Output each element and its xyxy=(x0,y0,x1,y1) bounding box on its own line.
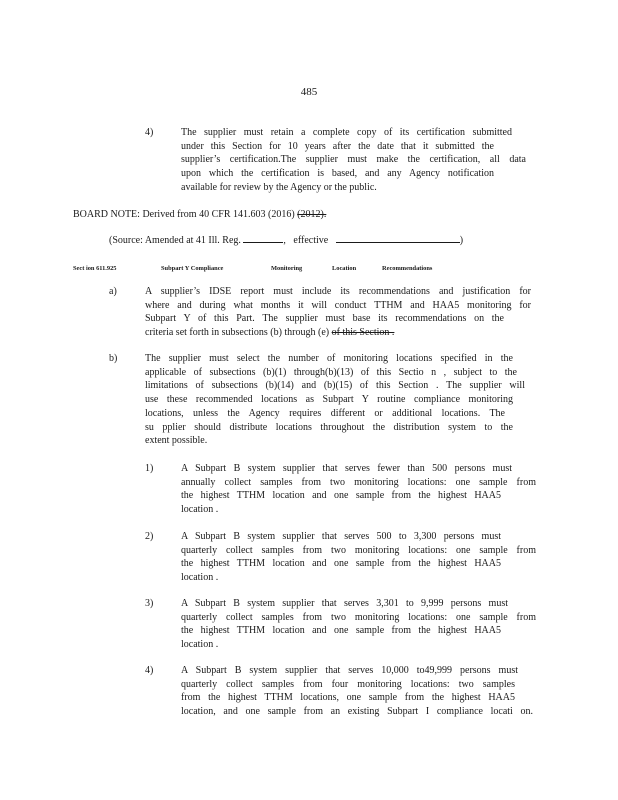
item-line: A Subpart B system supplier that serves fewer than 500 persons must xyxy=(181,463,512,474)
item-marker: 3) xyxy=(145,598,154,609)
item-paragraph xyxy=(181,530,536,585)
source-comma: , xyxy=(283,235,286,246)
item-line: A Subpart B system supplier that serves 500 to 3,300 persons must xyxy=(181,531,501,542)
board-note-text: BOARD NOTE: Derived from 40 CFR 141.603 (2016) xyxy=(73,209,298,220)
item-line: annually collect samples from two monitoring locations: one sample from xyxy=(181,476,536,488)
item-line: quarterly collect samples from four monitoring locations: two samples xyxy=(181,678,515,690)
item-line: the highest TTHM location and one sample from the highest HAA5 xyxy=(181,490,501,502)
item-line: location, and one sample from an existing Subpart I compliance locati on. xyxy=(181,706,533,718)
subsection-a-paragraph xyxy=(145,285,531,340)
subsection-a-last-line xyxy=(145,326,531,340)
subsection-a-marker: a) xyxy=(109,286,117,297)
subsection-b-line: limitations of subsections (b)(14) and (b)(15) of this Section . The supplier will xyxy=(145,380,525,392)
item-line: A Subpart B system supplier that serves 10,000 to49,999 persons must xyxy=(181,665,518,676)
subsection-b-paragraph xyxy=(145,352,525,448)
subsection-a-struck: of this Section . xyxy=(331,327,395,339)
source-line xyxy=(109,233,463,248)
cert-line: upon which the certification is based, and any Agency notification xyxy=(181,168,494,180)
subsection-b-line: su pplier should distribute locations throughout the distribution system to the xyxy=(145,421,513,433)
subsection-b-line: use these recommended locations as Subpart Y routine compliance monitoring xyxy=(145,394,513,406)
cert-line: under this Section for 10 years after the date that it submitted the xyxy=(181,140,494,152)
effective-blank xyxy=(336,233,460,243)
subsection-a-line: Subpart Y of this Part. The supplier must base its recommendations on the xyxy=(145,313,504,325)
subsection-b-marker: b) xyxy=(109,353,118,364)
reg-blank xyxy=(243,233,283,243)
section-recommendations: Recommendations xyxy=(382,265,433,272)
subsection-a-line: A supplier’s IDSE report must include its recommendations and justification for xyxy=(145,286,531,297)
subsection-b-line: extent possible. xyxy=(145,435,208,447)
item-line: the highest TTHM location and one sample from the highest HAA5 xyxy=(181,625,501,637)
subsection-b-line: locations, unless the Agency requires different or additional locations. The xyxy=(145,407,505,419)
subsection-b-line: applicable of subsections (b)(1) through(b)(13) of this Sectio n , subject to the xyxy=(145,366,517,378)
board-note-struck: (2012). xyxy=(297,209,327,220)
subsection-a-last-text: criteria set forth in subsections (b) through (e) xyxy=(145,327,332,339)
item-paragraph xyxy=(181,664,533,719)
item-line: A Subpart B system supplier that serves 3,301 to 9,999 persons must xyxy=(181,598,508,609)
item-marker: 4) xyxy=(145,665,154,676)
item-line: the highest TTHM location and one sample from the highest HAA5 xyxy=(181,558,501,570)
item-line: location . xyxy=(181,504,219,516)
cert-line: The supplier must retain a complete copy of its certification submitted xyxy=(181,127,512,138)
source-prefix: (Source: Amended at 41 Ill. Reg. xyxy=(109,235,241,246)
section-monitoring: Monitoring xyxy=(271,265,303,272)
item-paragraph xyxy=(181,597,536,652)
cert-paragraph xyxy=(181,126,526,195)
section-heading xyxy=(73,262,473,276)
item-line: quarterly collect samples from two monitoring locations: one sample from xyxy=(181,611,536,623)
item-line: quarterly collect samples from two monitoring locations: one sample from xyxy=(181,544,536,556)
subsection-a-line: where and during what months it will conduct TTHM and HAA5 monitoring for xyxy=(145,299,531,311)
cert-line: available for review by the Agency or the public. xyxy=(181,181,377,193)
board-note xyxy=(73,208,326,222)
source-close: ) xyxy=(459,235,464,246)
section-number: Sect ion 611.925 xyxy=(73,265,117,272)
item-line: location . xyxy=(181,572,219,584)
item-marker: 1) xyxy=(145,463,154,474)
item-line: from the highest TTHM locations, one sample from the highest HAA5 xyxy=(181,692,515,704)
section-location: Location xyxy=(332,265,357,272)
page-number: 485 xyxy=(300,86,318,98)
item-marker: 2) xyxy=(145,531,154,542)
cert-item-marker: 4) xyxy=(145,127,154,138)
source-effective: effective xyxy=(293,235,329,246)
section-subpart: Subpart Y Compliance xyxy=(161,265,224,272)
subsection-b-line: The supplier must select the number of monitoring locations specified in the xyxy=(145,353,513,364)
item-paragraph xyxy=(181,462,536,517)
item-line: location . xyxy=(181,639,219,651)
cert-line: supplier’s certification.The supplier must make the certification, all data xyxy=(181,154,526,166)
